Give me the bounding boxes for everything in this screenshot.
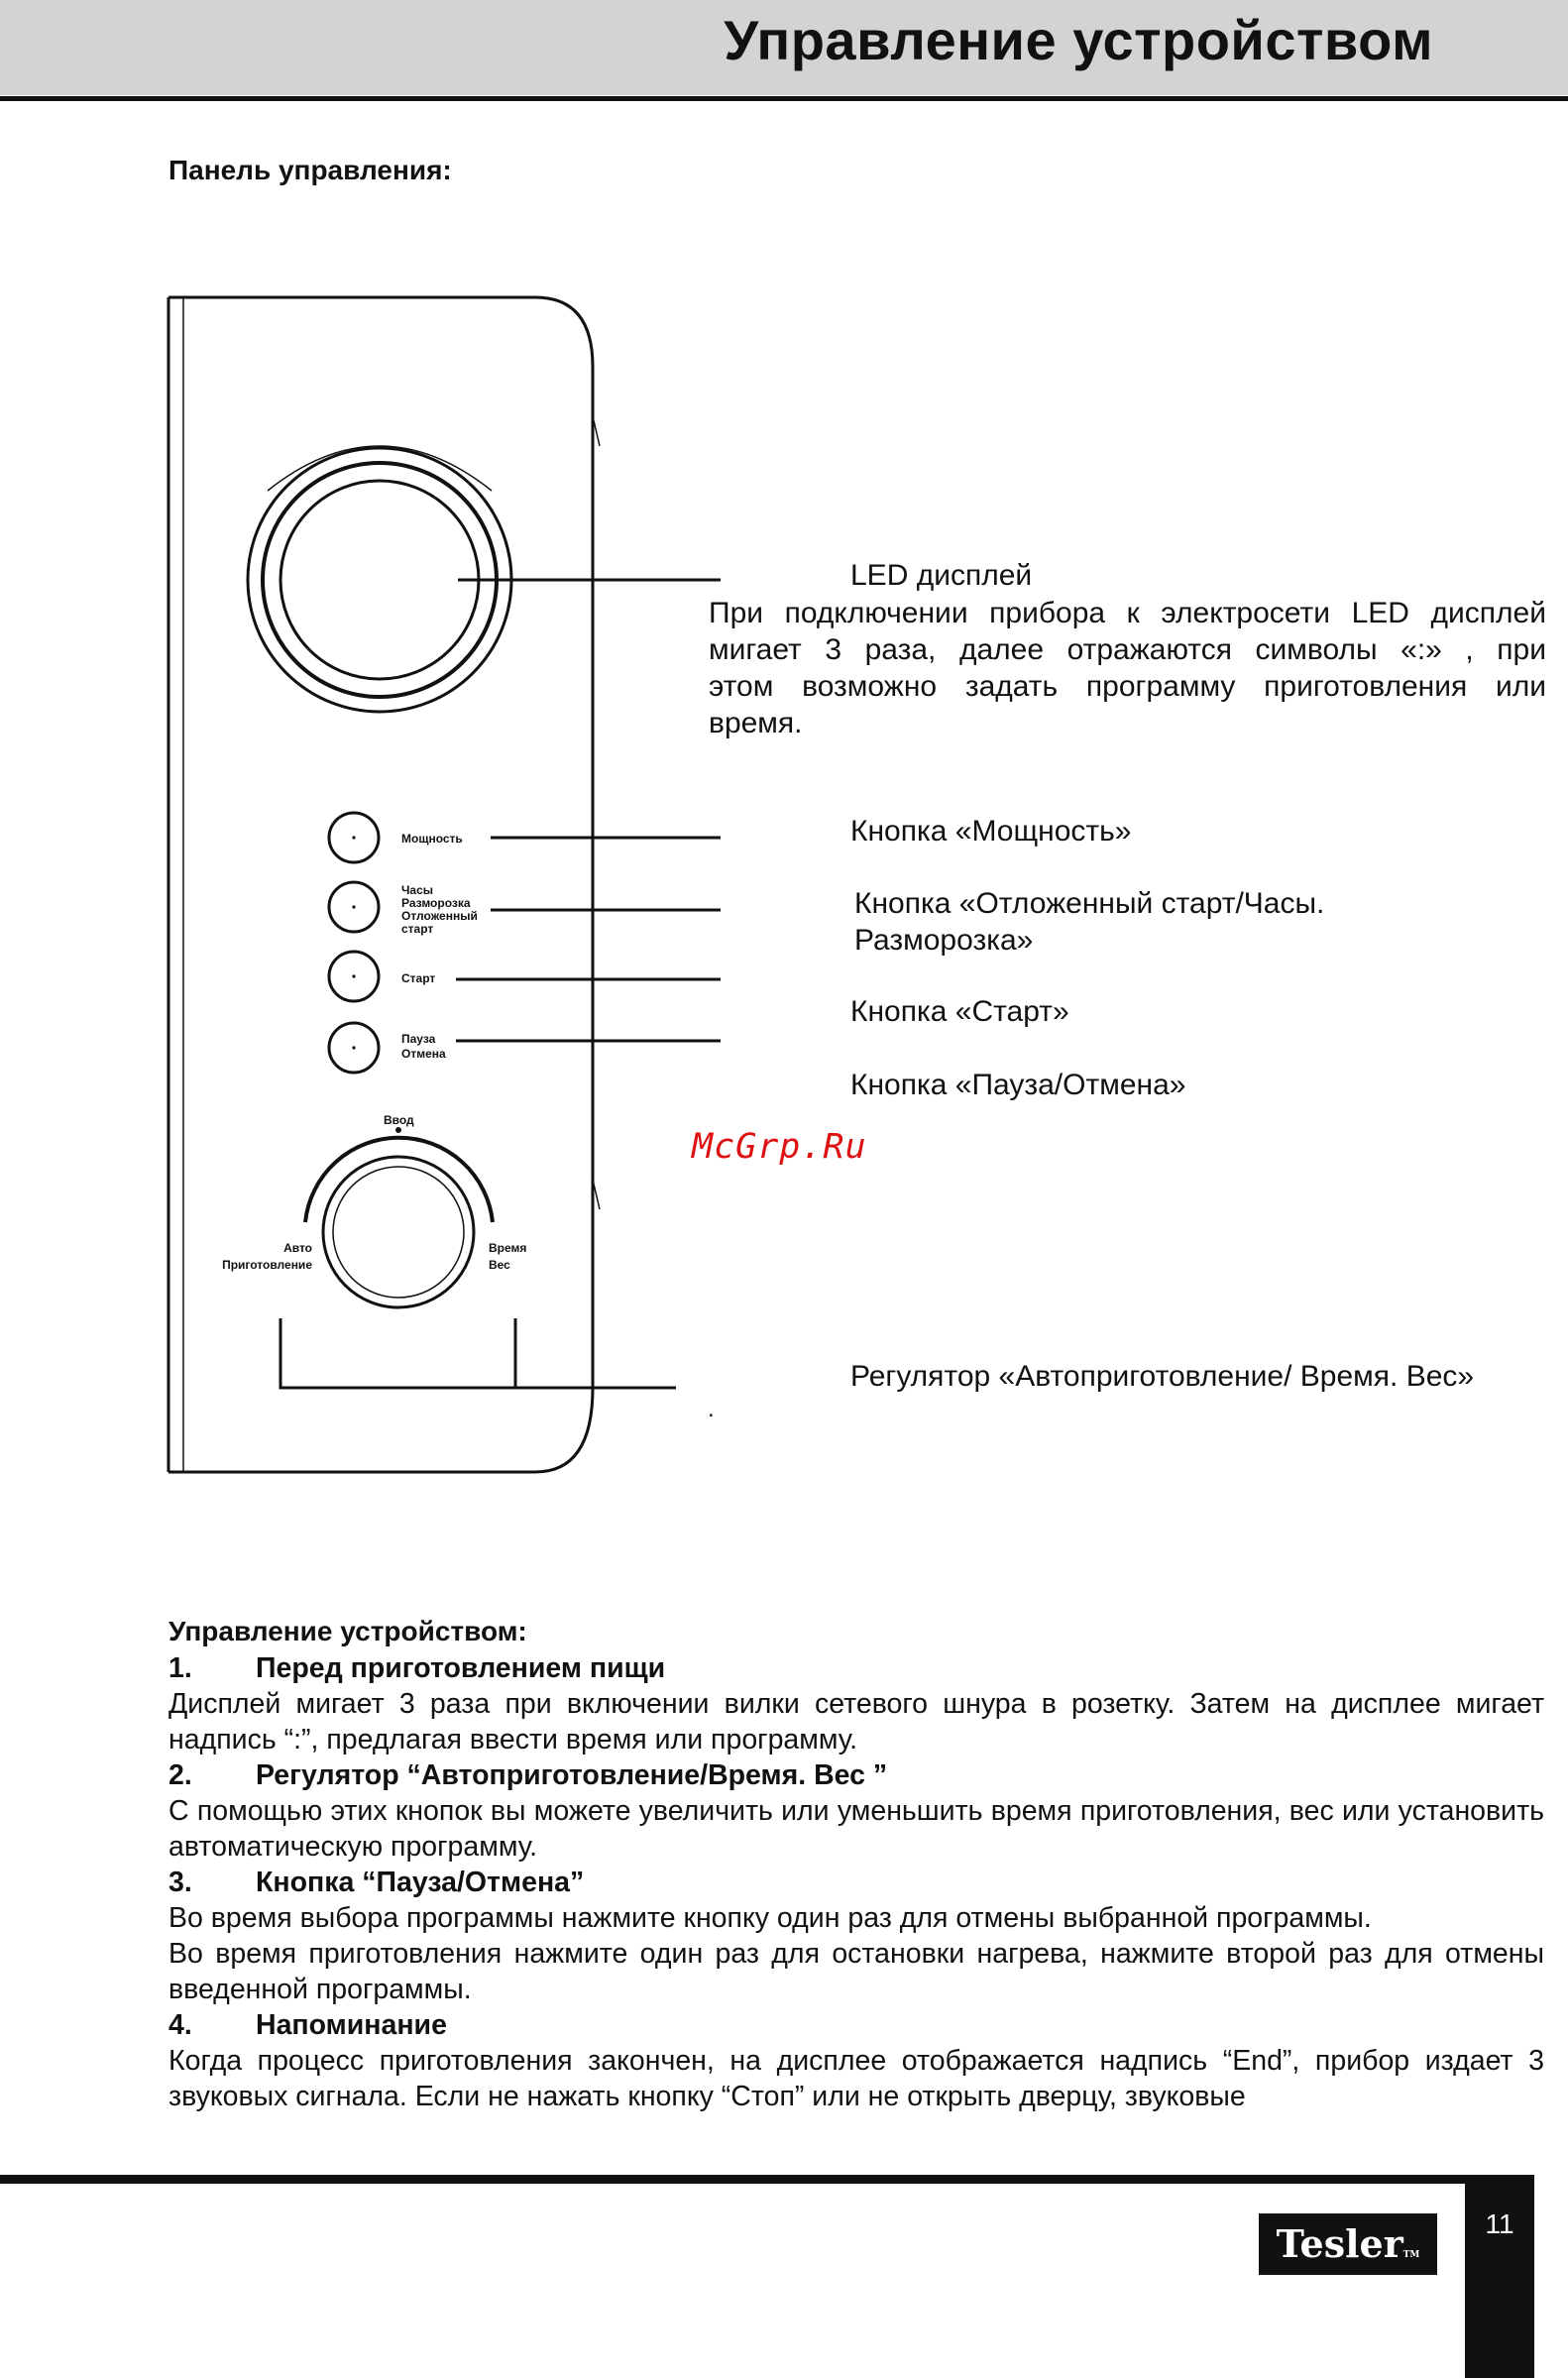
footer-rule [0, 2175, 1487, 2184]
watermark: McGrp.Ru [692, 1127, 867, 1167]
instructions-body [168, 1650, 1544, 2114]
led-callout-title: LED дисплей [850, 559, 1033, 592]
page-number: 11 [1485, 2208, 1514, 2239]
clock-callout-line-1: Кнопка «Отложенный старт/Часы. [854, 887, 1325, 920]
dial-arc [305, 1138, 493, 1222]
item-2-title-row: 2. Регулятор “Автоприготовление/Время. Вес ” [168, 1759, 888, 1791]
item-3-title-row: 3. Кнопка “Пауза/Отмена” [168, 1867, 585, 1898]
start-callout: Кнопка «Старт» [850, 995, 1069, 1028]
power-label: Мощность [401, 832, 463, 846]
clock-callout-line-2: Разморозка» [854, 924, 1034, 957]
page-title: Управление устройством [724, 9, 1433, 71]
item-4-title-row: 4. Напоминание [168, 2009, 447, 2041]
clock-label-4: старт [401, 922, 434, 936]
item-3-text-1: Во время выбора программы нажмите кнопку один раз для отмены выбранной программы. [168, 1902, 1372, 1934]
item-1-title-row: 1. Перед приготовлением пищи [168, 1652, 666, 1684]
tesler-logo: TeslerTM [1259, 2213, 1437, 2275]
power-callout: Кнопка «Мощность» [850, 815, 1132, 848]
item-2-text: С помощью этих кнопок вы можете увеличить или уменьшить время приготовления, вес или установить автоматическую программу. [168, 1795, 1544, 1863]
dial-label-right-2: Вес [489, 1258, 510, 1272]
dial-callout: Регулятор «Автоприготовление/ Время. Вес» [850, 1360, 1475, 1393]
pause-label-1: Пауза [401, 1032, 436, 1046]
item-3-text-2: Во время приготовления нажмите один раз для остановки нагрева, нажмите второй раз для отмены введенной программы. [168, 1938, 1544, 2005]
led-callout-line-1: При подключении прибора к электросети LED дисплей [709, 597, 1546, 629]
dial-callout-dot: . [708, 1396, 715, 1422]
instructions-heading: Управление устройством: [168, 1616, 527, 1646]
dial-label-top: Ввод [384, 1113, 414, 1127]
dial-label-left-2: Приготовление [222, 1258, 312, 1272]
dial-label-right-1: Время [489, 1241, 527, 1255]
item-1-text: Дисплей мигает 3 раза при включении вилки сетевого шнура в розетку. Затем на дисплее мигает надпись “:”, предлагая ввести время или программу. [168, 1688, 1544, 1755]
led-callout-line-4: время. [709, 707, 803, 739]
start-label: Старт [401, 971, 436, 985]
led-callout-line-3: этом возможно задать программу приготовления или [709, 670, 1546, 703]
panel-heading: Панель управления: [168, 155, 452, 185]
item-4-text: Когда процесс приготовления закончен, на дисплее отображается надпись “End”, прибор издает 3 звуковых сигнала. Если не нажать кнопку “Стоп” или не открыть дверцу, звуковые [168, 2045, 1544, 2112]
pause-callout: Кнопка «Пауза/Отмена» [850, 1069, 1186, 1101]
auto-cook-dial [323, 1157, 474, 1307]
led-callout-line-2: мигает 3 раза, далее отражаются символы «:» , при [709, 633, 1546, 666]
page-number-box [1465, 2175, 1534, 2378]
clock-label-1: Часы [401, 883, 434, 897]
led-display [280, 481, 479, 679]
clock-label-2: Разморозка [401, 896, 471, 910]
clock-label-3: Отложенный [401, 909, 478, 923]
pause-label-2: Отмена [401, 1047, 446, 1061]
dial-label-left-1: Авто [283, 1241, 312, 1255]
